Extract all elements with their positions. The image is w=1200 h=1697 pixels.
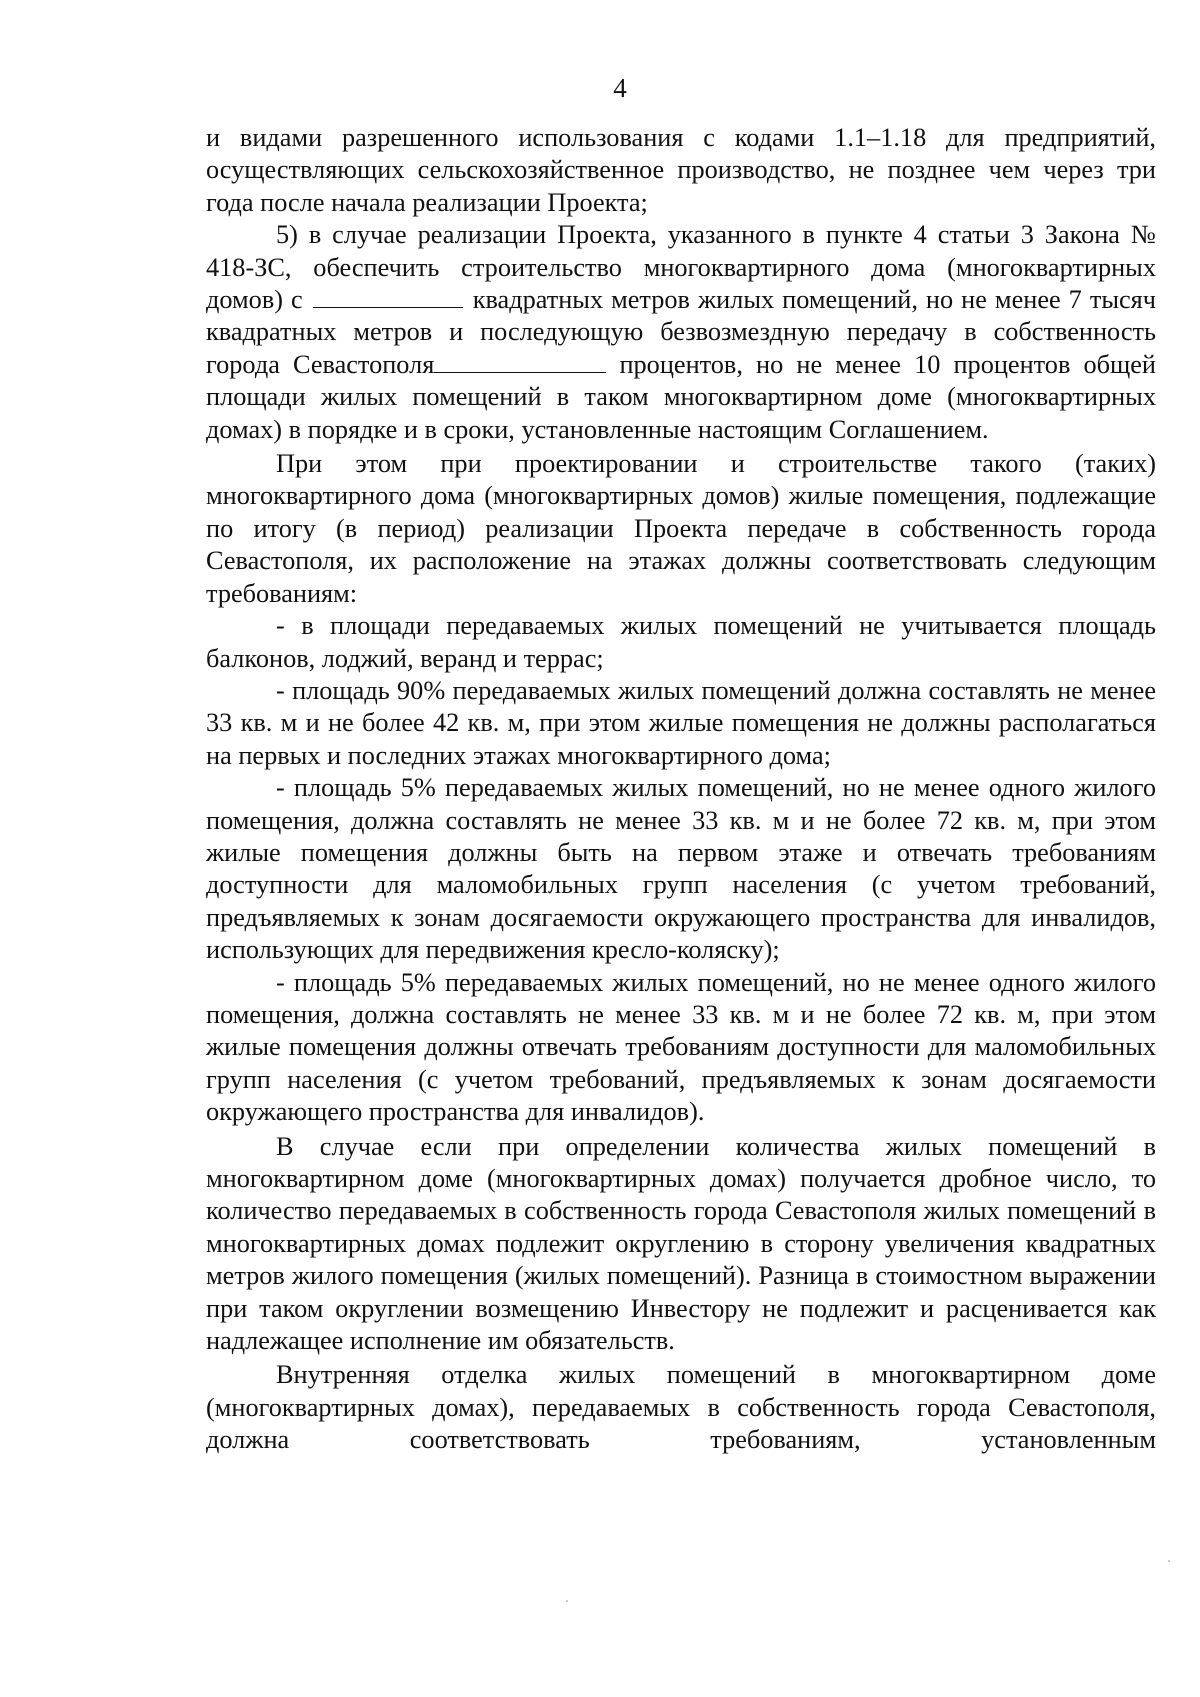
document-body	[206, 122, 1156, 1457]
item-5-text-middle: квадратных метров жилых помещений, но не менее 7 тысяч квадратных метров и последующую безвозмездную передачу в собственность города Севастополя	[206, 285, 1156, 379]
scan-artifact	[566, 1600, 568, 1602]
paragraph-bullet-balconies: - в площади передаваемых жилых помещений не учитывается площадь балконов, лоджий, веранд и террас;	[206, 611, 1156, 673]
blank-field-percent	[434, 350, 606, 373]
paragraph-bullet-90-percent: - площадь 90% передаваемых жилых помещений должна составлять не менее 33 кв. м и не более 42 кв. м, при этом жилые помещения не должны располагаться на первых и последних этажах многоквартирного дома;	[206, 675, 1156, 770]
paragraph-continuation: и видами разрешенного использования с кодами 1.1–1.18 для предприятий, осуществляющих сельскохозяйственное производство, не позднее чем через три года после начала реализации Проекта;	[206, 123, 1156, 217]
item-5-text-start: 5) в случае реализации Проекта, указанного в пункте 4 статьи 3 Закона № 418-ЗС, обеспечить строительство многоквартирного дома (многоквартирных домов) с	[206, 220, 1156, 315]
paragraph-bullet-5-percent-first-floor: - площадь 5% передаваемых жилых помещений, но не менее одного жилого помещения, должна составлять не менее 33 кв. м и не более 72 кв. м, при этом жилые помещения должны быть на первом этаже и отвечать требованиям доступности для маломобильных групп населения (с учетом требований, предъявляемых к зонам досягаемости окружающего пространства для инвалидов, использующих для передвижения кресло-коляску);	[206, 773, 1156, 965]
paragraph-interior-finish: Внутренняя отделка жилых помещений в многоквартирном доме (многоквартирных домах), передаваемых в собственность города Севастополя, должна соответствовать требованиям, установленным	[206, 1360, 1156, 1455]
paragraph-item-5	[206, 219, 1156, 446]
blank-field-area	[313, 285, 463, 308]
page-number: 4	[613, 73, 627, 103]
paragraph-requirements-intro: При этом при проектировании и строительстве такого (таких) многоквартирного дома (многоквартирных домов) жилые помещения, подлежащие по итогу (в период) реализации Проекта передаче в собственность города Севастополя, их расположение на этажах должны соответствовать следующим требованиям:	[206, 449, 1156, 608]
paragraph-rounding: В случае если при определении количества жилых помещений в многоквартирном доме (многоквартирных домах) получается дробное число, то количество передаваемых в собственность города Севастополя жилых помещений в многоквартирных домах подлежит округлению в сторону увеличения квадратных метров жилого помещения (жилых помещений). Разница в стоимостном выражении при таком округлении возмещению Инвестору не подлежит и расценивается как надлежащее исполнение им обязательств.	[206, 1131, 1156, 1356]
item-5-text-end: процентов, но не менее 10 процентов общей площади жилых помещений в таком многоквартирном доме (многоквартирных домах) в порядке и в сроки, установленные настоящим Соглашением.	[206, 349, 1157, 444]
scan-artifact	[1168, 1560, 1170, 1562]
paragraph-bullet-5-percent-accessibility: - площадь 5% передаваемых жилых помещений, но не менее одного жилого помещения, должна составлять не менее 33 кв. м и не более 72 кв. м, при этом жилые помещения должны отвечать требованиям доступности для маломобильных групп населения (с учетом требований, предъявляемых к зонам досягаемости окружающего пространства для инвалидов).	[206, 967, 1156, 1127]
